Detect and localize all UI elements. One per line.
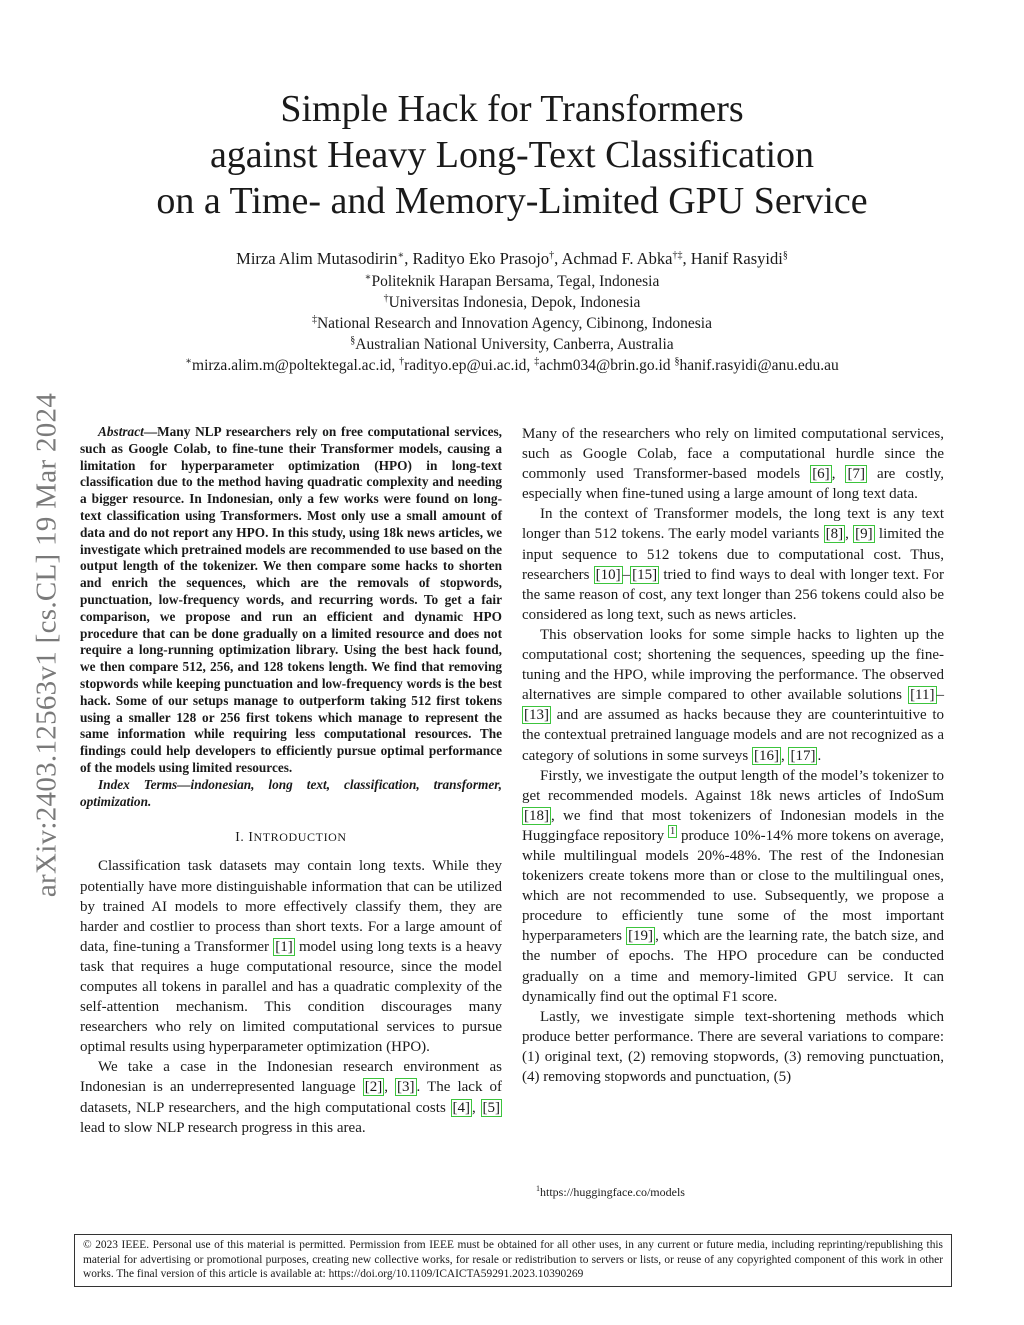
citation-link[interactable]: [16] [753,747,779,764]
paragraph: Firstly, we investigate the output length of the model’s tokenizer to get recommended models. Against 18k news articles of IndoSum [18] , we find that most tokenizers of Indonesian models in the Huggingface repository $^1$ produce 10%-14% more tokens on average, while multilingual models 20%-48%. The rest of the Indonesian tokenizers create tokens more than or close to the multilingual ones, which are not recommended to use. Subsequently, we propose a procedure to efficiently tune some of the most important hyperparameters [19] , which are the learning rate, the batch size, and the number of epochs. The HPO procedure can be conducted gradually on a time and memory-limited GPU service. It can dynamically find out the optimal F1 score. [522,767,945,1005]
copyright-notice: © 2023 IEEE. Personal use of this material is permitted. Permission from IEEE must be obtained for all other uses, in any current or future media, including reprinting/republishing this material for advertising or promotional purposes, creating new collective works, for resale or redistribution to servers or lists, or reuse of any copyrighted component of this work in other works. The final version of this article is available at: https://doi.org/10.1109/ICAICTA59291.2023.10390269 [74,1234,952,1287]
paragraph: We take a case in the Indonesian research environment as Indonesian is an underrepresented language [2] , [3] . The lack of datasets, NLP researchers, and the high computational costs [4] , [5] lead to slow NLP research progress in this area. [80,1059,502,1136]
paragraph: Many of the researchers who rely on limited computational services, such as Google Colab, face a computational hurdle since the commonly used Transformer-based models [6] , [7] are costly, especially when fine-tuned using a large amount of long text data. [522,426,944,503]
citation-link[interactable]: [17] [790,747,816,764]
author-names: Mirza Alim Mutasodirin∗, Radityo Eko Prasojo†, Achmad F. Abka†‡, Hanif Rasyidi§ [236,249,788,268]
affiliation: §Australian National University, Canberra, Australia [350,335,674,353]
left-column [80,424,502,1138]
paragraph: Lastly, we investigate simple text-shortening methods which produce better performance. There are several variations to compare: (1) original text, (2) removing stopwords, (3) removing punctuation, (4) removing stopwords and punctuation, (5) [522,1008,944,1085]
affiliation: †Universitas Indonesia, Depok, Indonesia [383,293,641,311]
citation-link[interactable]: [5] [482,1099,500,1116]
arxiv-identifier-text: arXiv:2403.12563v1 [cs.CL] 19 Mar 2024 [30,392,63,898]
author-name: Hanif Rasyidi [690,249,783,268]
citation-link[interactable]: [10] [595,566,621,583]
citation-link[interactable]: [15] [632,566,658,583]
citation-link[interactable]: [1] [275,938,293,955]
citation-link[interactable]: [11] [910,687,935,704]
citation-link[interactable]: [3] [397,1079,415,1096]
citation-link[interactable]: [2] [364,1079,383,1096]
citation-link[interactable]: [18] [524,807,549,824]
citation-link[interactable]: [6] [812,466,830,483]
right-column [522,424,944,1087]
citation-link[interactable]: [8] [825,526,844,543]
citation-link[interactable]: [7] [847,466,865,483]
index-terms-label: Index Terms [98,776,178,792]
title-line: on a Time- and Memory-Limited GPU Service [156,180,868,222]
abstract-label: Abstract [98,424,144,439]
abstract: Abstract—Many NLP researchers rely on free computational services, such as Google Colab, to fine-tune their Transformer models, causing a limitation for hyperparameter optimization (HPO) in long-text classification due to the method having quadratic complexity and needing a bigger resource. In Indonesian, only a few works were found on long-text classification using Transformers. Most only use a small amount of data and do not report any HPO. In this study, using 18k news articles, we investigate which pretrained models are recommended to use based on the output length of the tokenizer. We then compare some hacks to shorten and enrich the sequences, which are the removals of stopwords, punctuation, low-frequency words, and recurring words. To get a fair comparison, we propose and run an efficient and dynamic HPO procedure that can be done gradually on a limited resource and does not require a long-running optimization library. Using the best hack found, we then compare 512, 256, and 128 tokens length. We find that removing stopwords while keeping punctuation and low-frequency words is the best hack. Some of our setups manage to outperform taking 512 first tokens using a smaller 128 or 256 first tokens which manage to represent the same information while requiring less computational resources. The findings could help developers to efficiently pursue optimal performance of the models using limited resources. [80,424,502,775]
citation-link[interactable]: [19] [628,928,654,945]
paragraph: Classification task datasets may contain long texts. While they potentially have more distinguishable information that can be utilized by trained AI models to more effectively classify them, they are harder and costlier to process than short texts. For a large amount of data, fine-tuning a Transformer [1] model using long texts is a heavy task that requires a huge computational resource, since the model computes all tokens in parallel and has a quadratic complexity of the self-attention mechanism. This condition discourages many researchers who rely on limited computational services to pursue optimal results using hyperparameter optimization (HPO). [80,858,502,1056]
author-block [90,248,934,376]
abstract-text: Many NLP researchers rely on free computational services, such as Google Colab, to fine-tune their Transformer models, causing a limitation for hyperparameter optimization (HPO) in long-text classification due to the method having quadratic complexity and needing a bigger resource. In Indonesian, only a few works were found on long-text classification using Transformers. Most only use a small amount of data and do not report any HPO. In this study, using 18k news articles, we investigate which pretrained models are recommended to use based on the output length of the tokenizer. We then compare some hacks to shorten and enrich the sequences, which are the removals of stopwords, punctuation, low-frequency words, and recurring words. To get a fair comparison, we propose and run an efficient and dynamic HPO procedure that can be done gradually on a limited resource and does not require a long-running optimization library. Using the best hack found, we then compare 512, 256, and 128 tokens length. We find that removing stopwords while keeping punctuation and low-frequency words is the best hack. Some of our setups manage to outperform taking 512 first tokens using a smaller 128 or 256 first tokens which manage to represent the same information while requiring less computational resources. The findings could help developers to efficiently pursue optimal performance of the models using limited resources. [80,424,502,775]
arxiv-identifier [18,350,76,940]
title-line: Simple Hack for Transformers [280,88,744,130]
index-terms-text: indonesian, long text, classification, transformer, optimization. [80,776,502,809]
footnote-url[interactable]: https://huggingface.co/models [540,1185,685,1199]
title-line: against Heavy Long-Text Classification [209,134,815,176]
index-terms: Index Terms—indonesian, long text, classification, transformer, optimization. [80,776,502,809]
author-name: Radityo Eko Prasojo [412,249,550,268]
citation-link[interactable]: [9] [855,526,873,543]
citation-link[interactable]: [13] [524,707,549,724]
section-heading-introduction: I. INTRODUCTION [235,829,347,845]
paragraph: In the context of Transformer models, the long text is any text longer than 512 tokens. The early model variants [8] , [9] limited the input sequence to 512 tokens due to computational cost. Thus, researchers [10] – [15] tried to find ways to deal with longer text. For the same reason of cost, any text longer than 256 tokens could also be considered as long text, such as news articles. [522,506,944,623]
author-name: Achmad F. Abka [561,249,673,268]
affiliation: ‡National Research and Innovation Agency, Cibinong, Indonesia [311,314,712,332]
affiliation: ∗Politeknik Harapan Bersama, Tegal, Indonesia [364,272,660,290]
paper-title [90,86,934,224]
author-emails: ∗mirza.alim.m@poltektegal.ac.id, †radityo.ep@ui.ac.id, ‡achm034@brin.go.id §hanif.rasyidi@anu.edu.au [185,356,839,374]
paragraph: This observation looks for some simple hacks to lighten up the computational cost; shortening the sequences, speeding up the fine-tuning and the HPO, while improving the performance. The observed alternatives are simple compared to other available solutions [11] –[13] and are assumed as hacks because they are counterintuitive to the contextual pretrained language models and are not recognized as a category of solutions in some surveys [16] , [17] . [522,626,944,764]
author-name: Mirza Alim Mutasodirin [236,249,398,268]
footnote: $^1$https://huggingface.co/models [536,1184,685,1199]
footnote-link[interactable]: 1 [670,825,676,837]
citation-link[interactable]: [4] [452,1099,471,1116]
